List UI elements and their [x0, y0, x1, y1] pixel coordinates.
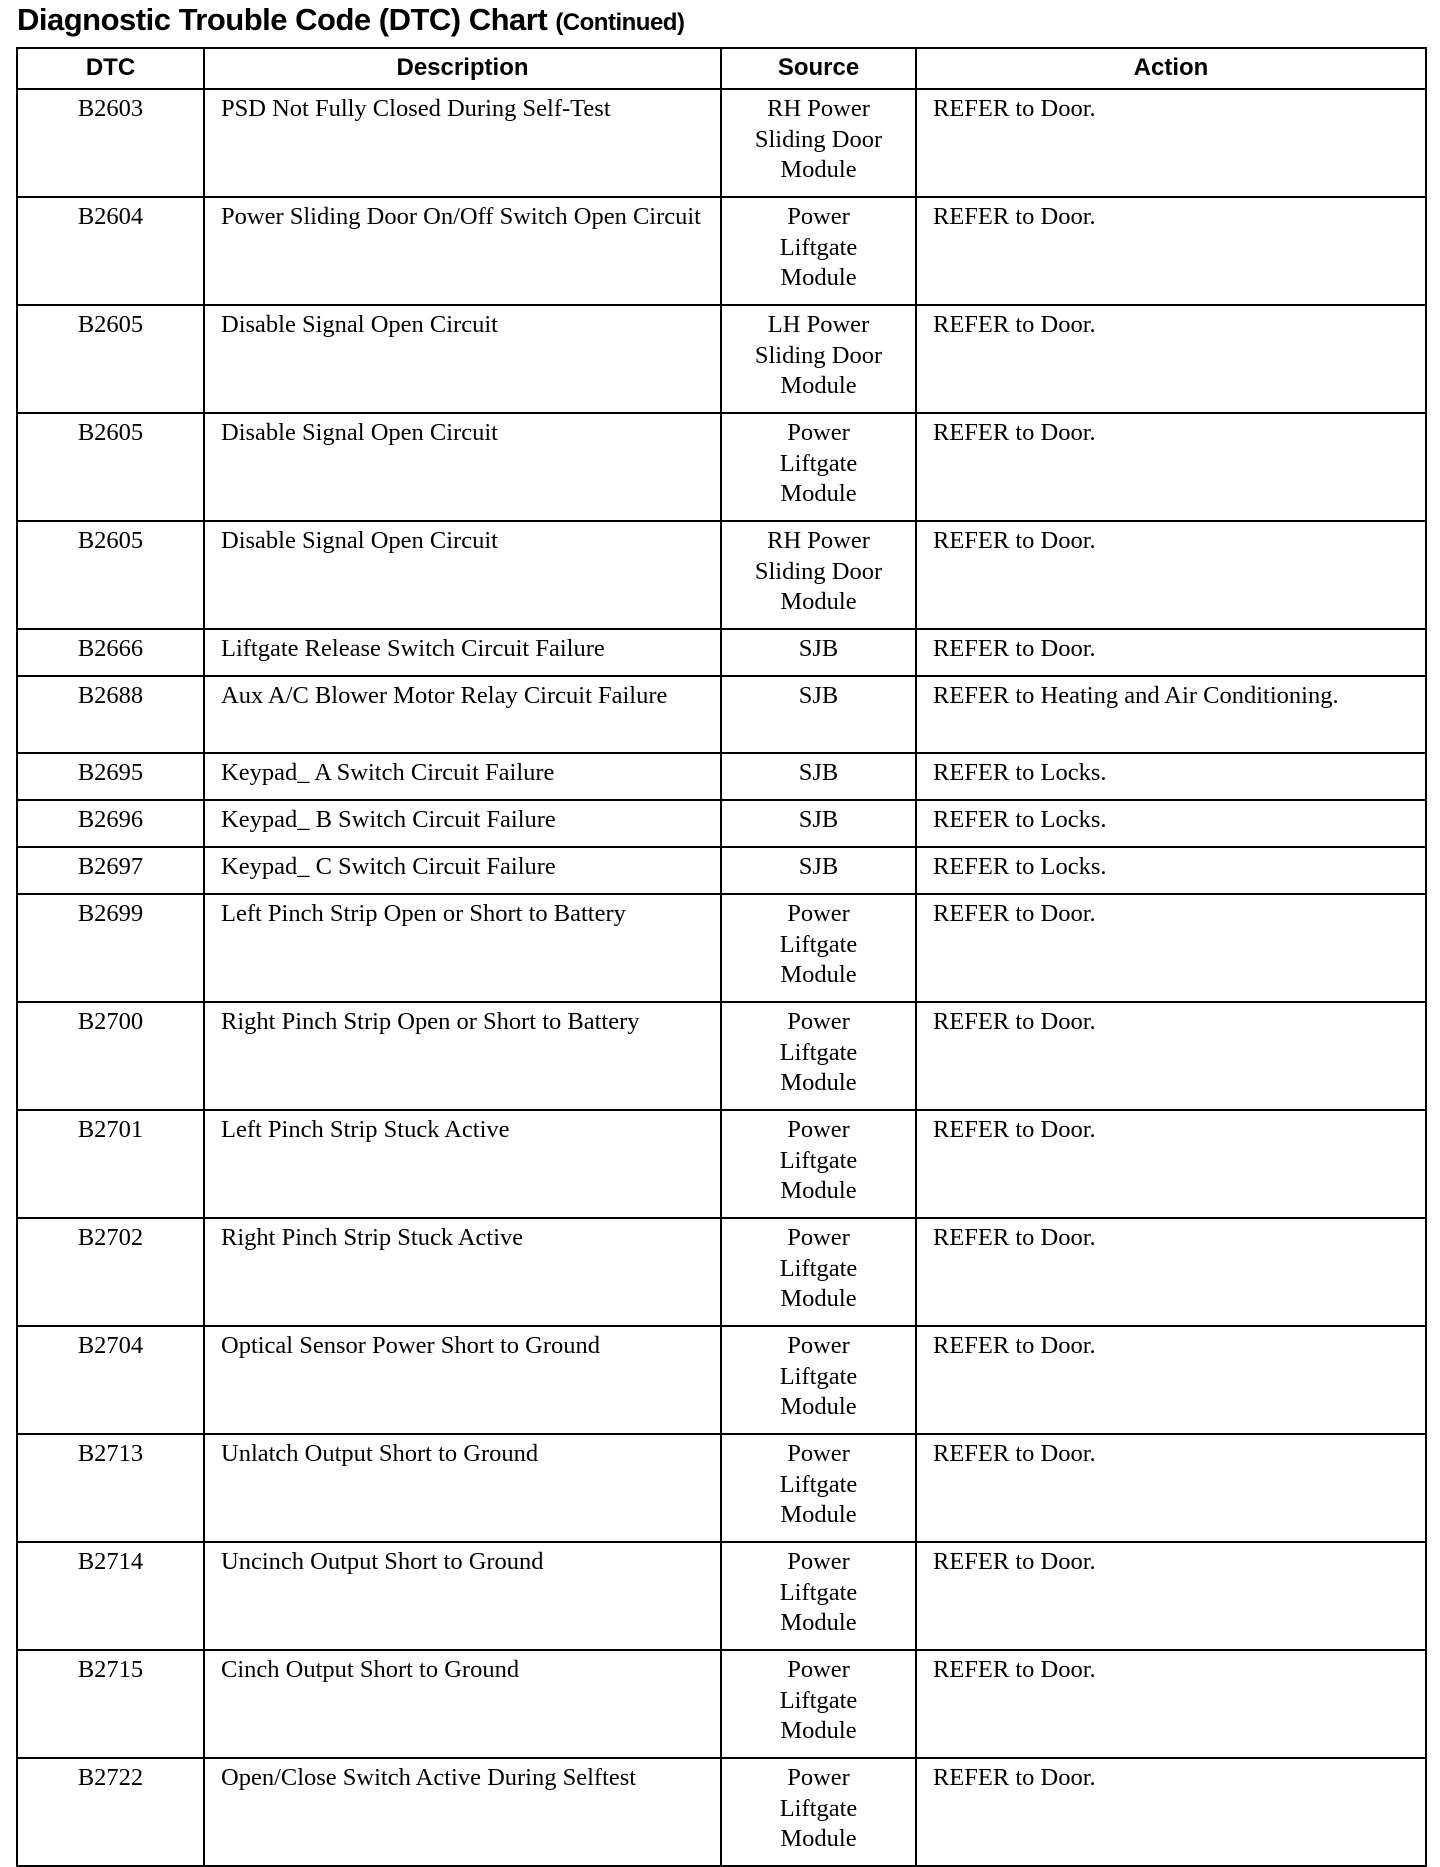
title-suffix: (Continued)	[555, 9, 685, 36]
dtc-cell: B2604	[17, 197, 204, 305]
action-cell: REFER to Door.	[916, 1002, 1426, 1110]
source-cell: Power Liftgate Module	[721, 413, 916, 521]
table-row	[17, 1542, 1426, 1650]
description-cell: Disable Signal Open Circuit	[204, 521, 721, 629]
description-cell: Power Sliding Door On/Off Switch Open Circuit	[204, 197, 721, 305]
table-row	[17, 1218, 1426, 1326]
table-row	[17, 629, 1426, 676]
source-cell: SJB	[721, 676, 916, 753]
dtc-cell: B2696	[17, 800, 204, 847]
table-row	[17, 894, 1426, 1002]
table-row	[17, 521, 1426, 629]
table-row	[17, 413, 1426, 521]
action-cell: REFER to Door.	[916, 894, 1426, 1002]
action-cell: REFER to Door.	[916, 1542, 1426, 1650]
dtc-cell: B2701	[17, 1110, 204, 1218]
description-cell: Right Pinch Strip Open or Short to Battery	[204, 1002, 721, 1110]
table-row	[17, 1326, 1426, 1434]
action-cell: REFER to Locks.	[916, 753, 1426, 800]
dtc-cell: B2704	[17, 1326, 204, 1434]
dtc-cell: B2702	[17, 1218, 204, 1326]
dtc-cell: B2697	[17, 847, 204, 894]
dtc-cell: B2688	[17, 676, 204, 753]
dtc-cell: B2605	[17, 413, 204, 521]
dtc-cell: B2603	[17, 89, 204, 197]
source-cell: Power Liftgate Module	[721, 1110, 916, 1218]
description-cell: Uncinch Output Short to Ground	[204, 1542, 721, 1650]
source-cell: Power Liftgate Module	[721, 1542, 916, 1650]
action-cell: REFER to Door.	[916, 1218, 1426, 1326]
header-source: Source	[721, 48, 916, 89]
table-row	[17, 1650, 1426, 1758]
source-cell: SJB	[721, 847, 916, 894]
source-cell: LH Power Sliding Door Module	[721, 305, 916, 413]
description-cell: Unlatch Output Short to Ground	[204, 1434, 721, 1542]
source-cell: Power Liftgate Module	[721, 1758, 916, 1866]
dtc-table	[16, 47, 1427, 1867]
action-cell: REFER to Door.	[916, 305, 1426, 413]
action-cell: REFER to Door.	[916, 89, 1426, 197]
dtc-cell: B2700	[17, 1002, 204, 1110]
description-cell: Disable Signal Open Circuit	[204, 413, 721, 521]
action-cell: REFER to Heating and Air Conditioning.	[916, 676, 1426, 753]
table-row	[17, 1110, 1426, 1218]
dtc-cell: B2714	[17, 1542, 204, 1650]
action-cell: REFER to Door.	[916, 1326, 1426, 1434]
action-cell: REFER to Door.	[916, 1110, 1426, 1218]
description-cell: Liftgate Release Switch Circuit Failure	[204, 629, 721, 676]
description-cell: PSD Not Fully Closed During Self-Test	[204, 89, 721, 197]
description-cell: Optical Sensor Power Short to Ground	[204, 1326, 721, 1434]
action-cell: REFER to Door.	[916, 521, 1426, 629]
table-row	[17, 1002, 1426, 1110]
source-cell: Power Liftgate Module	[721, 197, 916, 305]
page-title	[17, 2, 684, 38]
description-cell: Left Pinch Strip Open or Short to Battery	[204, 894, 721, 1002]
header-dtc: DTC	[17, 48, 204, 89]
source-cell: Power Liftgate Module	[721, 1002, 916, 1110]
description-cell: Keypad_ C Switch Circuit Failure	[204, 847, 721, 894]
source-cell: RH Power Sliding Door Module	[721, 521, 916, 629]
description-cell: Aux A/C Blower Motor Relay Circuit Failure	[204, 676, 721, 753]
source-cell: Power Liftgate Module	[721, 1218, 916, 1326]
table-row	[17, 753, 1426, 800]
source-cell: Power Liftgate Module	[721, 1434, 916, 1542]
header-action: Action	[916, 48, 1426, 89]
dtc-cell: B2713	[17, 1434, 204, 1542]
source-cell: SJB	[721, 800, 916, 847]
action-cell: REFER to Door.	[916, 413, 1426, 521]
table-row	[17, 676, 1426, 753]
dtc-cell: B2715	[17, 1650, 204, 1758]
table-row	[17, 1758, 1426, 1866]
table-header-row	[17, 48, 1426, 89]
table-row	[17, 197, 1426, 305]
dtc-cell: B2722	[17, 1758, 204, 1866]
description-cell: Left Pinch Strip Stuck Active	[204, 1110, 721, 1218]
description-cell: Keypad_ B Switch Circuit Failure	[204, 800, 721, 847]
description-cell: Keypad_ A Switch Circuit Failure	[204, 753, 721, 800]
description-cell: Disable Signal Open Circuit	[204, 305, 721, 413]
table-row	[17, 1434, 1426, 1542]
source-cell: Power Liftgate Module	[721, 1326, 916, 1434]
header-description: Description	[204, 48, 721, 89]
table-row	[17, 800, 1426, 847]
source-cell: Power Liftgate Module	[721, 894, 916, 1002]
dtc-cell: B2666	[17, 629, 204, 676]
dtc-cell: B2695	[17, 753, 204, 800]
description-cell: Open/Close Switch Active During Selftest	[204, 1758, 721, 1866]
action-cell: REFER to Door.	[916, 1650, 1426, 1758]
action-cell: REFER to Door.	[916, 1434, 1426, 1542]
action-cell: REFER to Door.	[916, 629, 1426, 676]
action-cell: REFER to Door.	[916, 197, 1426, 305]
dtc-cell: B2605	[17, 521, 204, 629]
action-cell: REFER to Locks.	[916, 800, 1426, 847]
table-row	[17, 89, 1426, 197]
dtc-cell: B2699	[17, 894, 204, 1002]
table-row	[17, 305, 1426, 413]
title-text: Diagnostic Trouble Code (DTC) Chart	[17, 2, 548, 37]
action-cell: REFER to Door.	[916, 1758, 1426, 1866]
source-cell: SJB	[721, 629, 916, 676]
source-cell: Power Liftgate Module	[721, 1650, 916, 1758]
description-cell: Cinch Output Short to Ground	[204, 1650, 721, 1758]
source-cell: RH Power Sliding Door Module	[721, 89, 916, 197]
source-cell: SJB	[721, 753, 916, 800]
dtc-cell: B2605	[17, 305, 204, 413]
description-cell: Right Pinch Strip Stuck Active	[204, 1218, 721, 1326]
table-row	[17, 847, 1426, 894]
action-cell: REFER to Locks.	[916, 847, 1426, 894]
